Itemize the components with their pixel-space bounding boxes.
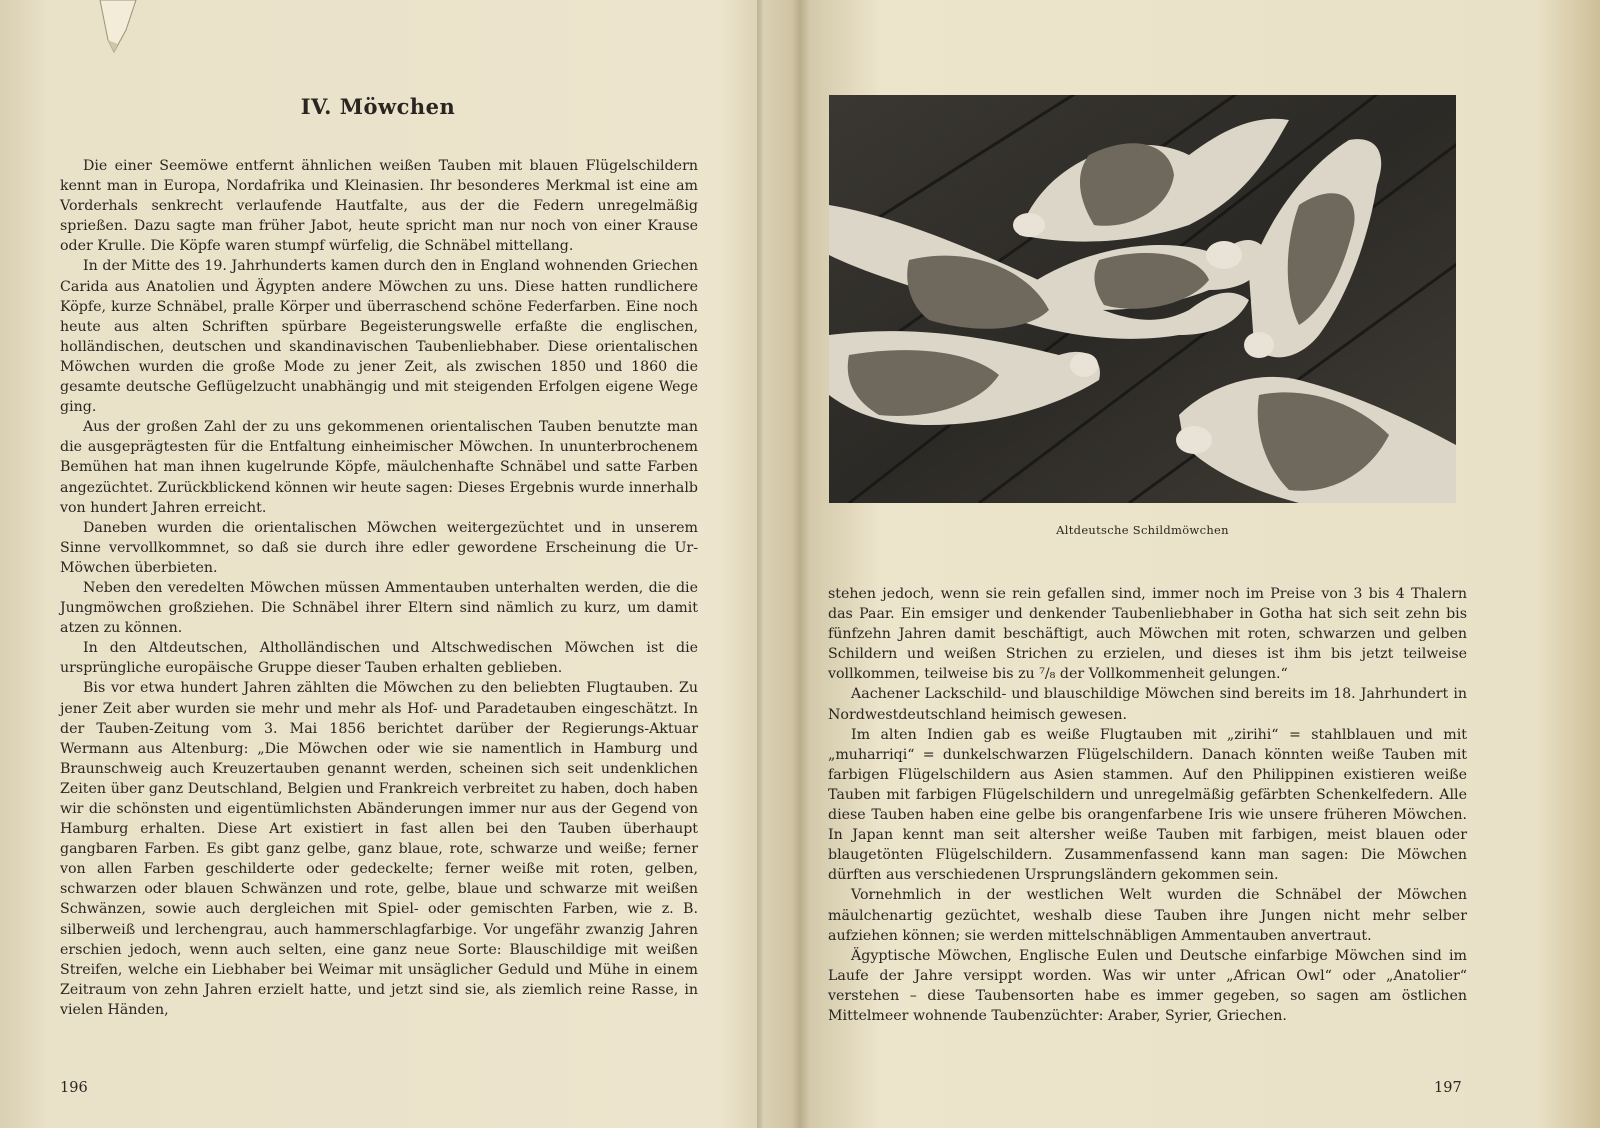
left-page-body — [60, 156, 698, 1020]
right-page-body — [828, 584, 1467, 1026]
body-paragraph: Bis vor etwa hundert Jahren zählten die Möwchen zu den beliebten Flugtauben. Zu jener Zeit aber wurden sie mehr und mehr als Hof- und Paradetauben eingeschätzt. In der Tauben-Zeitung vom 3. Mai 1856 berichtet darüber der Regierungs-Aktuar Wermann aus Altenburg: „Die Möwchen oder wie sie namentlich in Hamburg und Braunschweig auch Kreuzertauben genannt werden, scheinen sich seit undenklichen Zeiten über ganz Deutschland, Belgien und Frankreich verbreitet zu haben, doch haben wir die schönsten und eigentümlichsten Abänderungen immer nur aus der Gegend von Hamburg erhalten. Diese Art existiert in fast allen bei den Tauben überhaupt gangbaren Farben. Es gibt ganz gelbe, ganz blaue, rote, schwarze und weiße; ferner von allen Farben geschilderte oder gedeckelte; ferner weiße mit roten, gelben, schwarzen oder blauen Schwänzen und rote, gelbe, blaue und schwarze mit weißen Schwänzen, sowie auch dergleichen mit Spiel- oder gemischten Farben, wie z. B. silberweiß und lerchengrau, auch hammerschlagfarbige. Vor ungefähr zwanzig Jahren erschien jedoch, wenn auch selten, eine ganz neue Sorte: Blauschildige mit weißen Streifen, welche ein Liebhaber bei Weimar mit unsäglicher Geduld und Mühe in einem Zeitraum von zehn Jahren erzielt hatte, und jetzt sind sie, als ziemlich reine Rasse, in vielen Händen, — [60, 680, 698, 1018]
body-paragraph: In den Altdeutschen, Altholländischen und Altschwedischen Möwchen ist die ursprüngliche europäische Gruppe dieser Tauben erhalten geblieben. — [60, 640, 698, 677]
photo-caption: Altdeutsche Schildmöwchen — [1056, 523, 1229, 537]
chapter-title: IV. Möwchen — [300, 94, 456, 119]
page-number: 197 — [1434, 1080, 1462, 1096]
body-paragraph-continued: stehen jedoch, wenn sie rein gefallen sind, immer noch im Preise von 3 bis 4 Thalern das Paar. Ein emsiger und denkender Taubenliebhaber in Gotha hat sich seit zehn bis fünfzehn Jahren damit beschäftigt, auch Möwchen mit roten, schwarzen und gelben Schildern und weißen Strichen zu erzielen, und dieses ist ihm bis jetzt teilweise vollkommen, teilweise bis zu ⁷/₈ der Vollkommenheit gelungen.“ — [828, 586, 1467, 683]
body-paragraph: Aus der großen Zahl der zu uns gekommenen orientalischen Tauben benutzte man die ausgeprägtesten für die Entfaltung einheimischer Möwchen. In ununterbrochenem Bemühen hat man ihnen kugelrunde Köpfe, mäulchenhafte Schnäbel und satte Farben angezüchtet. Zurückblickend können wir heute sagen: Dieses Ergebnis wurde innerhalb von hundert Jahren erreicht. — [60, 419, 698, 516]
body-paragraph: Die einer Seemöwe entfernt ähnlichen weißen Tauben mit blauen Flügelschildern kennt man in Europa, Nordafrika und Kleinasien. Ihr besonderes Merkmal ist eine am Vorderhals senkrecht verlaufende Hautfalte, aus der die Federn unregelmäßig sprießen. Dazu sagte man früher Jabot, heute spricht man nur noch von einer Krause oder Krulle. Die Köpfe waren stumpf würfelig, die Schnäbel mittellang. — [60, 158, 698, 255]
page-number: 196 — [60, 1080, 88, 1096]
body-paragraph: Ägyptische Möwchen, Englische Eulen und Deutsche einfarbige Möwchen sind im Laufe der Jahre versippt worden. Was wir unter „African Owl“ oder „Anatolier“ verstehen – diese Taubensorten habe es immer gegeben, so sagen am östlichen Mittelmeer wohnende Taubenzüchter: Araber, Syrier, Griechen. — [828, 947, 1467, 1024]
body-paragraph: Daneben wurden die orientalischen Möwchen weitergezüchtet und in unserem Sinne vervollkommnet, so daß sie durch ihre edler gewordene Erscheinung die Ur-Möwchen überbieten. — [60, 519, 698, 576]
left-page — [0, 0, 757, 1128]
body-paragraph: In der Mitte des 19. Jahrhunderts kamen durch den in England wohnenden Griechen Carida aus Anatolien und Ägypten andere Möwchen zu uns. Diese hatten rundlichere Köpfe, kurze Schnäbel, pralle Körper und überraschend schöne Federfarben. Eine noch heute aus alten Schriften spürbare Begeisterungswelle erfaßte die englischen, holländischen, deutschen und skandinavischen Taubenliebhaber. Diese orientalischen Möwchen wurden die große Mode zu jener Zeit, als zwischen 1850 und 1860 die gesamte deutsche Geflügelzucht unabhängig und mit steigenden Erfolgen eigene Wege ging. — [60, 258, 698, 416]
body-paragraph: Vornehmlich in der westlichen Welt wurden die Schnäbel der Möwchen mäulchenartig gezüchtet, weshalb diese Tauben ihre Jungen nicht mehr selber aufziehen können; sie werden mittelschnäbligen Ammentauben anvertraut. — [828, 887, 1467, 944]
body-paragraph: Im alten Indien gab es weiße Flugtauben mit „zirihi“ = stahlblauen und mit „muharriqi“ = dunkelschwarzen Flügelschildern. Danach könnten weiße Tauben mit farbigen Flügelschildern aus Asien stammen. Auf den Philippinen existieren weiße Tauben mit farbigen Flügelschildern und unregelmäßig gefärbten Schenkelfedern. Alle diese Tauben haben eine gelbe bis orangenfarbene Iris wie unsere früheren Möwchen. In Japan kennt man seit altersher weiße Tauben mit farbigen, meist blauen oder blaugetönten Flügelschildern. Zusammenfassend kann man sagen: Die Möwchen dürften aus verschiedenen Ursprungsländern gekommen sein. — [828, 726, 1467, 884]
body-paragraph: Aachener Lackschild- und blauschildige Möwchen sind bereits im 18. Jahrhundert in Nordwestdeutschland heimisch gewesen. — [828, 686, 1467, 723]
body-paragraph: Neben den veredelten Möwchen müssen Ammentauben unterhalten werden, die die Jungmöwchen großziehen. Die Schnäbel ihrer Eltern sind nämlich zu kurz, um damit atzen zu können. — [60, 579, 698, 637]
